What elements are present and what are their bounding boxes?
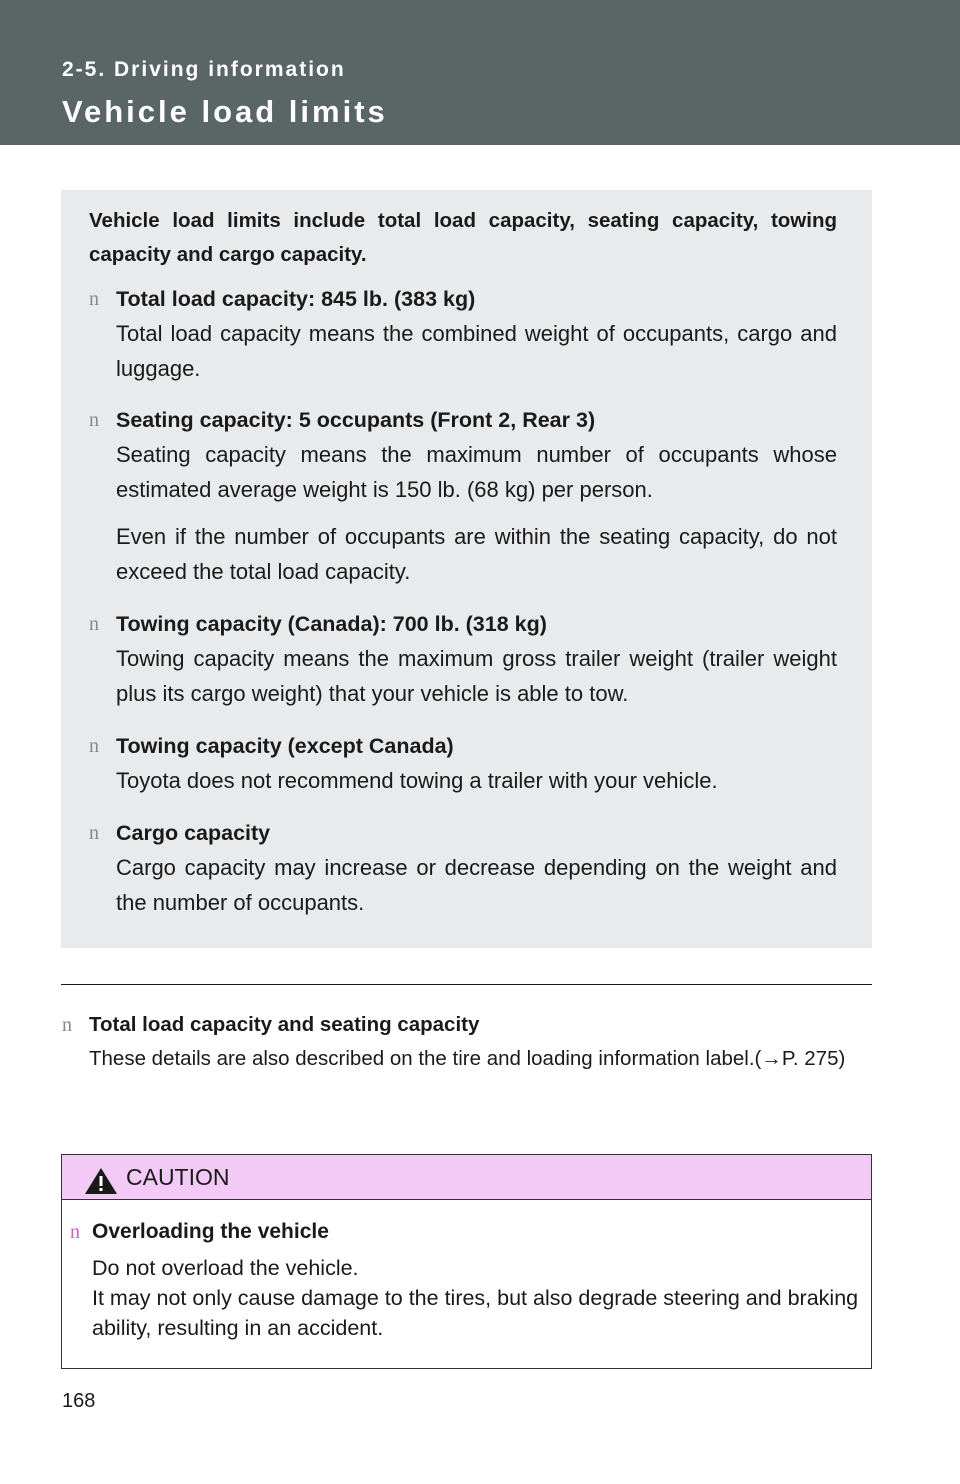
bullet-icon: n <box>89 409 99 431</box>
item-body: Seating capacity means the maximum number of occupants whose estimated average weight is 150 lb. (68 kg) per person. <box>116 442 837 502</box>
info-box <box>61 190 872 948</box>
bullet-icon: n <box>89 735 99 757</box>
section-label: 2-5. Driving information <box>62 58 346 81</box>
item-heading: Seating capacity: 5 occupants (Front 2, Rear 3) <box>116 408 596 432</box>
caution-line-1: Do not overload the vehicle. <box>92 1256 359 1280</box>
bullet-icon: n <box>70 1221 80 1243</box>
item-body-extra: Even if the number of occupants are within the seating capacity, do not exceed the total load capacity. <box>116 524 837 584</box>
caution-header <box>62 1155 871 1200</box>
caution-box <box>61 1154 872 1369</box>
item-heading: Cargo capacity <box>116 821 271 845</box>
note-body: These details are also described on the tire and loading information label.(→P. 275) <box>89 1047 846 1070</box>
item-heading: Towing capacity (except Canada) <box>116 734 454 758</box>
bullet-icon: n <box>89 288 99 310</box>
list-item-towing-canada <box>89 607 837 711</box>
list-item-total-load <box>89 282 837 386</box>
page-title: Vehicle load limits <box>62 94 388 129</box>
item-body: Cargo capacity may increase or decrease depending on the weight and the number of occupants. <box>116 855 837 915</box>
item-body: Towing capacity means the maximum gross trailer weight (trailer weight plus its cargo weight) that your vehicle is able to tow. <box>116 646 837 706</box>
bullet-icon: n <box>89 613 99 635</box>
page-number: 168 <box>62 1390 96 1412</box>
caution-label: CAUTION <box>126 1164 230 1190</box>
bullet-icon: n <box>62 1014 72 1036</box>
caution-heading: Overloading the vehicle <box>92 1220 329 1243</box>
warning-icon <box>84 1167 118 1195</box>
list-item-cargo <box>89 816 837 920</box>
item-body: Total load capacity means the combined weight of occupants, cargo and luggage. <box>116 321 837 381</box>
list-item-seating <box>89 403 837 589</box>
page-header <box>0 0 960 145</box>
caution-line-2: It may not only cause damage to the tires, but also degrade steering and braking ability, resulting in an accident. <box>92 1286 859 1340</box>
intro-text: Vehicle load limits include total load capacity, seating capacity, towing capacity and cargo capacity. <box>89 209 837 266</box>
item-heading: Towing capacity (Canada): 700 lb. (318 kg) <box>116 612 547 636</box>
caution-body <box>70 1215 865 1343</box>
note-section <box>62 1008 862 1075</box>
list-item-towing-except-canada <box>89 729 837 798</box>
item-body: Toyota does not recommend towing a trailer with your vehicle. <box>116 768 718 793</box>
note-heading: Total load capacity and seating capacity <box>89 1013 480 1036</box>
item-heading: Total load capacity: 845 lb. (383 kg) <box>116 287 476 311</box>
bullet-icon: n <box>89 822 99 844</box>
divider <box>61 984 872 985</box>
